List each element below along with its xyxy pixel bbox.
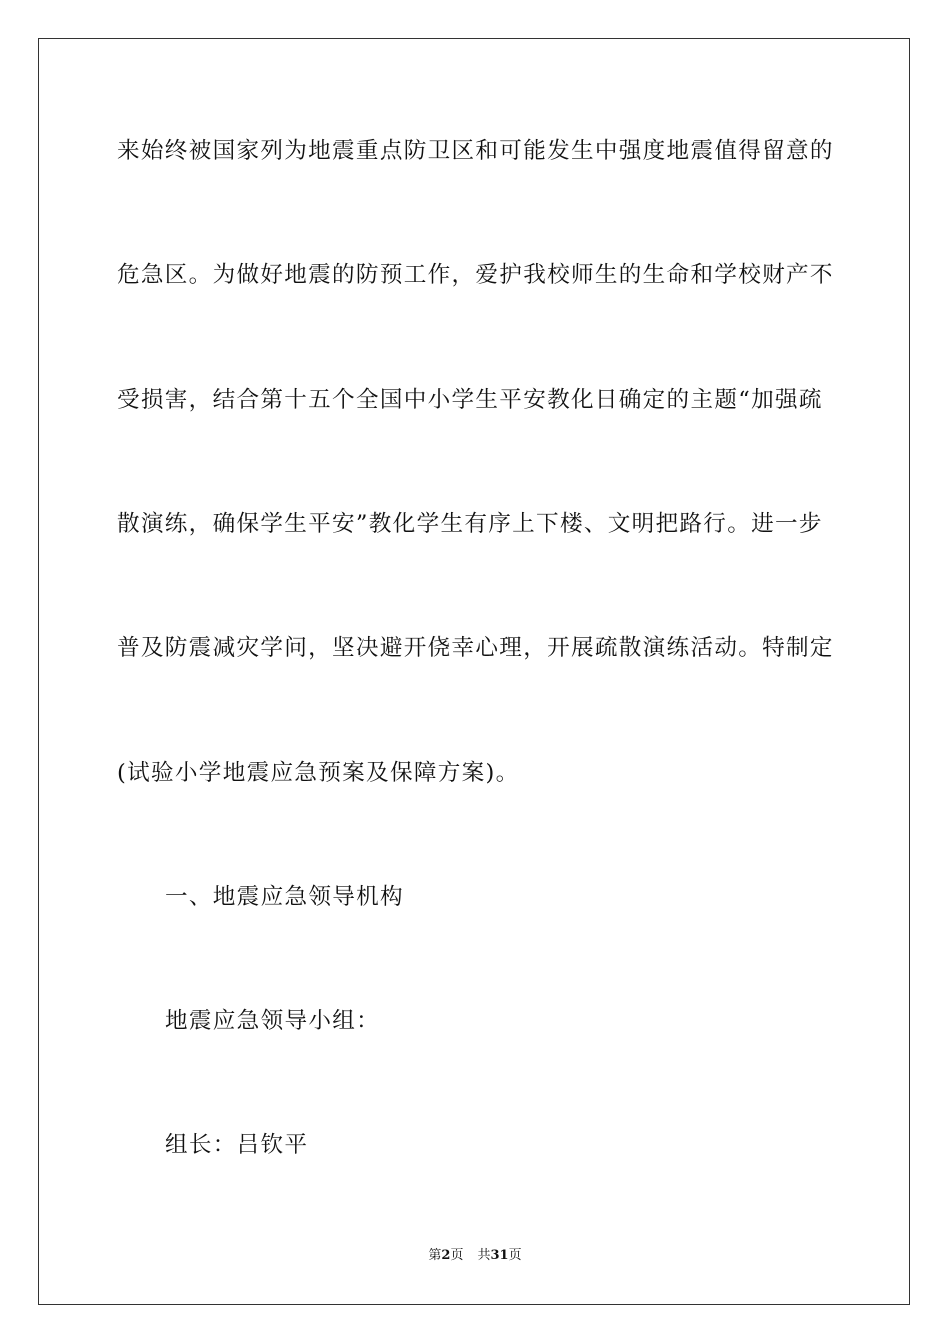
body-line-2: 危急区。为做好地震的防预工作，爱护我校师生的生命和学校财产不 [117,262,834,288]
group-title: 地震应急领导小组： [165,1008,381,1034]
page-prefix: 第 [428,1248,442,1263]
total-prefix: 共 [477,1248,491,1263]
body-line-1: 来始终被国家列为地震重点防卫区和可能发生中强度地震值得留意的 [117,138,834,164]
total-suffix: 页 [508,1248,522,1263]
body-line-3: 受损害，结合第十五个全国中小学生平安教化日确定的主题“加强疏 [117,387,823,413]
body-line-5: 普及防震减灾学问，坚决避开侥幸心理，开展疏散演练活动。特制定 [117,635,834,661]
total-pages: 31 [490,1248,509,1263]
body-line-4: 散演练，确保学生平安”教化学生有序上下楼、文明把路行。进一步 [117,511,823,537]
section-heading: 一、地震应急领导机构 [165,884,404,910]
page-border [38,38,910,1305]
page-suffix: 页 [450,1248,464,1263]
leader-line: 组长：吕钦平 [165,1132,309,1158]
page-footer [0,1248,950,1264]
body-line-6: (试验小学地震应急预案及保障方案)。 [117,760,520,786]
page-number: 2 [441,1248,451,1263]
